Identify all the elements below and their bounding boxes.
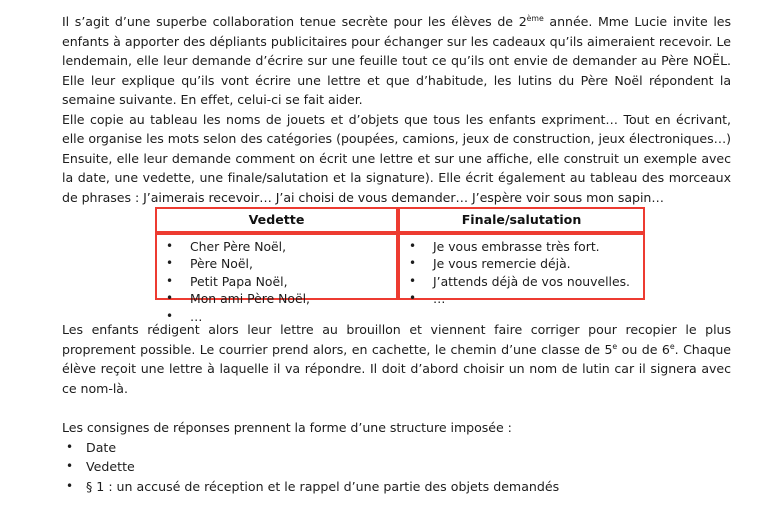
- bullet-icon: •: [66, 439, 74, 454]
- vedette-table-wrapper: [155, 207, 637, 324]
- bullet-icon: •: [166, 308, 174, 323]
- bullet-icon: •: [66, 459, 74, 473]
- list-item: • Je vous embrasse très fort.: [409, 239, 600, 254]
- table-header-row: [155, 207, 645, 233]
- list-item: • Père Noël,: [166, 256, 253, 272]
- paragraph-classroom-activity: Elle copie au tableau les noms de jouets et d’objets que tous les enfants expriment… Tout en écrivant, elle organise les mots selon des catégories (poupées, camions, jeux de construction, jeux électroniques…) Ensuite, elle leur demande comment on écrit une lettre et sur une affiche, elle construit un exemple avec la date, une vedette, une finale/salutation et la signature). Elle écrit également au tableau des morceaux de phrases : J’aimerais recevoir… J’ai choisi de vous demander… J’espère voir sous mon sapin…: [62, 111, 731, 205]
- table-header-vedette: Vedette: [155, 207, 398, 233]
- vedette-salutation-table: [155, 207, 645, 324]
- list-item: • Je vous remercie déjà.: [409, 256, 571, 272]
- bullet-icon: •: [166, 256, 174, 271]
- list-item: • …: [409, 291, 446, 307]
- bullet-icon: •: [66, 478, 74, 493]
- table-cell-vedette: [155, 233, 398, 324]
- finale-salutation-item-list: [400, 235, 643, 307]
- bullet-icon: •: [409, 256, 417, 271]
- list-item: • Petit Papa Noël,: [166, 273, 288, 289]
- bullet-icon: •: [166, 291, 174, 306]
- bullet-icon: •: [409, 273, 417, 288]
- superscript: e: [669, 341, 675, 351]
- superscript: e: [612, 341, 618, 351]
- paragraph-response-structure: Les consignes de réponses prennent la forme d’une structure imposée :: [62, 420, 512, 435]
- paragraph-intro: Il s’agit d’une superbe collaboration tenue secrète pour les élèves de 2ème année. Mme Lucie invite les enfants à apporter des dépliants publicitaires pour échanger sur les cadeaux qu’ils aimeraient recevoir. Le lendemain, elle leur demande d’écrire sur une feuille tout ce qu’ils ont envie de demander au Père NOËL. Elle leur explique qu’ils vont écrire une lettre et que d’habitude, les lutins du Père Noël répondent la semaine suivante. En effet, celui-ci se fait aider.: [62, 13, 731, 107]
- list-item: • § 1 : un accusé de réception et le rappel d’une partie des objets demandés: [62, 477, 731, 497]
- table-cell-finale-salutation: [398, 233, 645, 307]
- table-body-row: [155, 233, 645, 300]
- vedette-item-list: [157, 235, 396, 324]
- paragraph-drafting-process: Les enfants rédigent alors leur lettre au brouillon et viennent faire corriger pour recopier le plus proprement possible. Le courrier prend alors, en cachette, le chemin d’une classe de 5e ou de 6e. Chaque élève reçoit une lettre à laquelle il va répondre. Il doit d’abord choisir un nom de lutin car il signera avec ce nom-là.: [62, 322, 731, 396]
- superscript: ème: [526, 13, 544, 23]
- table-header-finale-salutation: Finale/salutation: [398, 207, 645, 233]
- bullet-icon: •: [166, 239, 174, 253]
- list-item: • Vedette: [62, 457, 731, 477]
- list-item: • J’attends déjà de vos nouvelles.: [409, 273, 630, 289]
- bullet-icon: •: [409, 291, 417, 306]
- list-item: • Date: [62, 438, 731, 458]
- bullet-icon: •: [409, 239, 417, 253]
- response-structure-list: [62, 438, 731, 497]
- list-item: • …: [166, 308, 203, 324]
- list-item: • Mon ami Père Noël,: [166, 291, 310, 307]
- list-item: • Cher Père Noël,: [166, 239, 287, 254]
- bullet-icon: •: [166, 273, 174, 288]
